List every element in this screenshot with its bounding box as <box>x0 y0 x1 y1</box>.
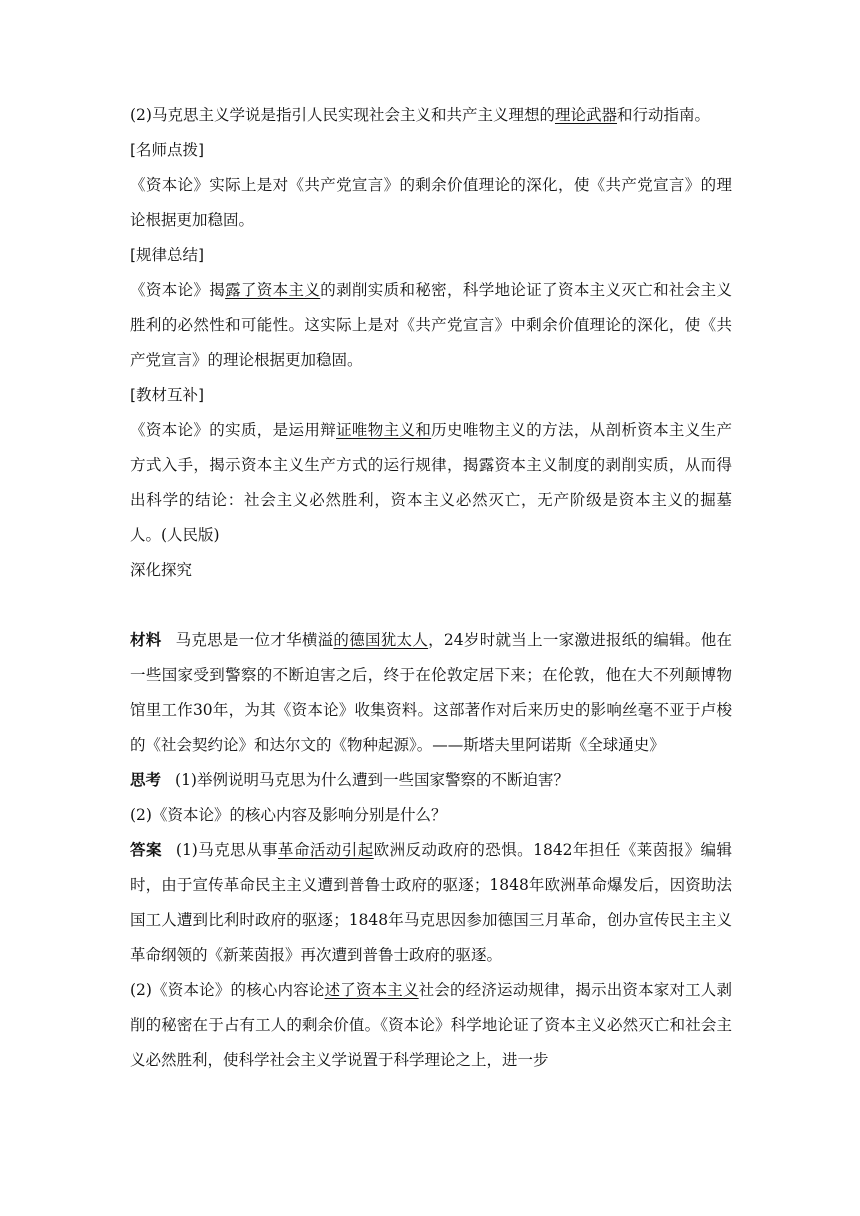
text: (2)《资本论》的核心内容论 <box>130 981 325 999</box>
text: 马克思是一位才华横溢 <box>175 631 334 649</box>
paragraph-summary <box>130 273 732 378</box>
paragraph-theory-weapon <box>130 98 732 133</box>
paragraph-thinking-q2: (2)《资本论》的核心内容及影响分别是什么？ <box>130 806 447 824</box>
underlined-text: 述了资本主义 <box>324 981 419 999</box>
question-1: (1)举例说明马克思为什么遭到一些国家警察的不断迫害？ <box>175 771 569 789</box>
paragraph-teacher-tips: 《资本论》实际上是对《共产党宣言》的剩余价值理论的深化，使《共产党宣言》的理论根据更加稳固。 <box>130 176 732 229</box>
text: (2)马克思主义学说是指引人民实现社会主义和共产主义理想的 <box>130 106 555 124</box>
text: ，24岁时就当上一家激进报纸的编辑。他在一些国家受到警察的不断迫害之后，终于在伦敦定居下来；在伦敦，他在大不列颠博物馆里工作30年，为其《资本论》收集资料。这部著作对后来历史的影响丝毫不亚于卢梭的《社会契约论》和达尔文的《物种起源》。——斯塔夫里阿诺斯《全球通史》 <box>130 631 732 754</box>
underlined-text: 露了资本主义 <box>225 281 321 299</box>
underlined-text: 革命活动引起 <box>278 841 374 859</box>
text: 《资本论》揭 <box>130 281 226 299</box>
section-tag-summary: [规律总结] <box>130 246 205 264</box>
paragraph-answer-2 <box>130 973 732 1078</box>
text: 《资本论》的实质，是运用辩 <box>130 421 337 439</box>
paragraph-material <box>130 623 732 763</box>
document-content <box>130 98 732 1078</box>
paragraph-thinking-q1 <box>130 763 732 798</box>
underlined-text: 理论武器 <box>554 106 617 124</box>
spacer <box>130 588 732 623</box>
answer-label: 答案 <box>130 841 162 859</box>
text: 社会的经济运动规律，揭示出资本家对工人剥削的秘密在于占有工人的剩余价值。《资本论》科学地论证了资本主义必然灭亡和社会主义必然胜利，使科学社会主义学说置于科学理论之上，进一步 <box>130 981 732 1069</box>
section-tag-textbook: [教材互补] <box>130 386 205 404</box>
underlined-text: 证唯物主义和 <box>336 421 432 439</box>
material-label: 材料 <box>130 631 162 649</box>
thinking-label: 思考 <box>130 771 162 789</box>
text: 和行动指南。 <box>616 106 710 124</box>
text: 的剥削实质和秘密，科学地论证了资本主义灭亡和社会主义胜利的必然性和可能性。这实际上是对《共产党宣言》中剩余价值理论的深化，使《共产党宣言》的理论根据更加稳固。 <box>130 281 732 369</box>
text: 欧洲反动政府的恐惧。1842年担任《莱茵报》编辑时，由于宣传革命民主主义遭到普鲁士政府的驱逐；1848年欧洲革命爆发后，因资助法国工人遭到比利时政府的驱逐；1848年马克思因参加德国三月革命，创办宣传民主主义革命纲领的《新莱茵报》再次遭到普鲁士政府的驱逐。 <box>130 841 732 964</box>
paragraph-textbook <box>130 413 732 553</box>
text: 历史唯物主义的方法，从剖析资本主义生产方式入手，揭示资本主义生产方式的运行规律，揭露资本主义制度的剥削实质，从而得出科学的结论：社会主义必然胜利，资本主义必然灭亡，无产阶级是资本主义的掘墓人。(人民版) <box>130 421 732 544</box>
section-tag-teacher-tips: [名师点拨] <box>130 141 205 159</box>
text: (1)马克思从事 <box>175 841 279 859</box>
paragraph-answer-1 <box>130 833 732 973</box>
section-heading-deep-inquiry: 深化探究 <box>130 561 193 579</box>
underlined-text: 的德国犹太人 <box>333 631 429 649</box>
